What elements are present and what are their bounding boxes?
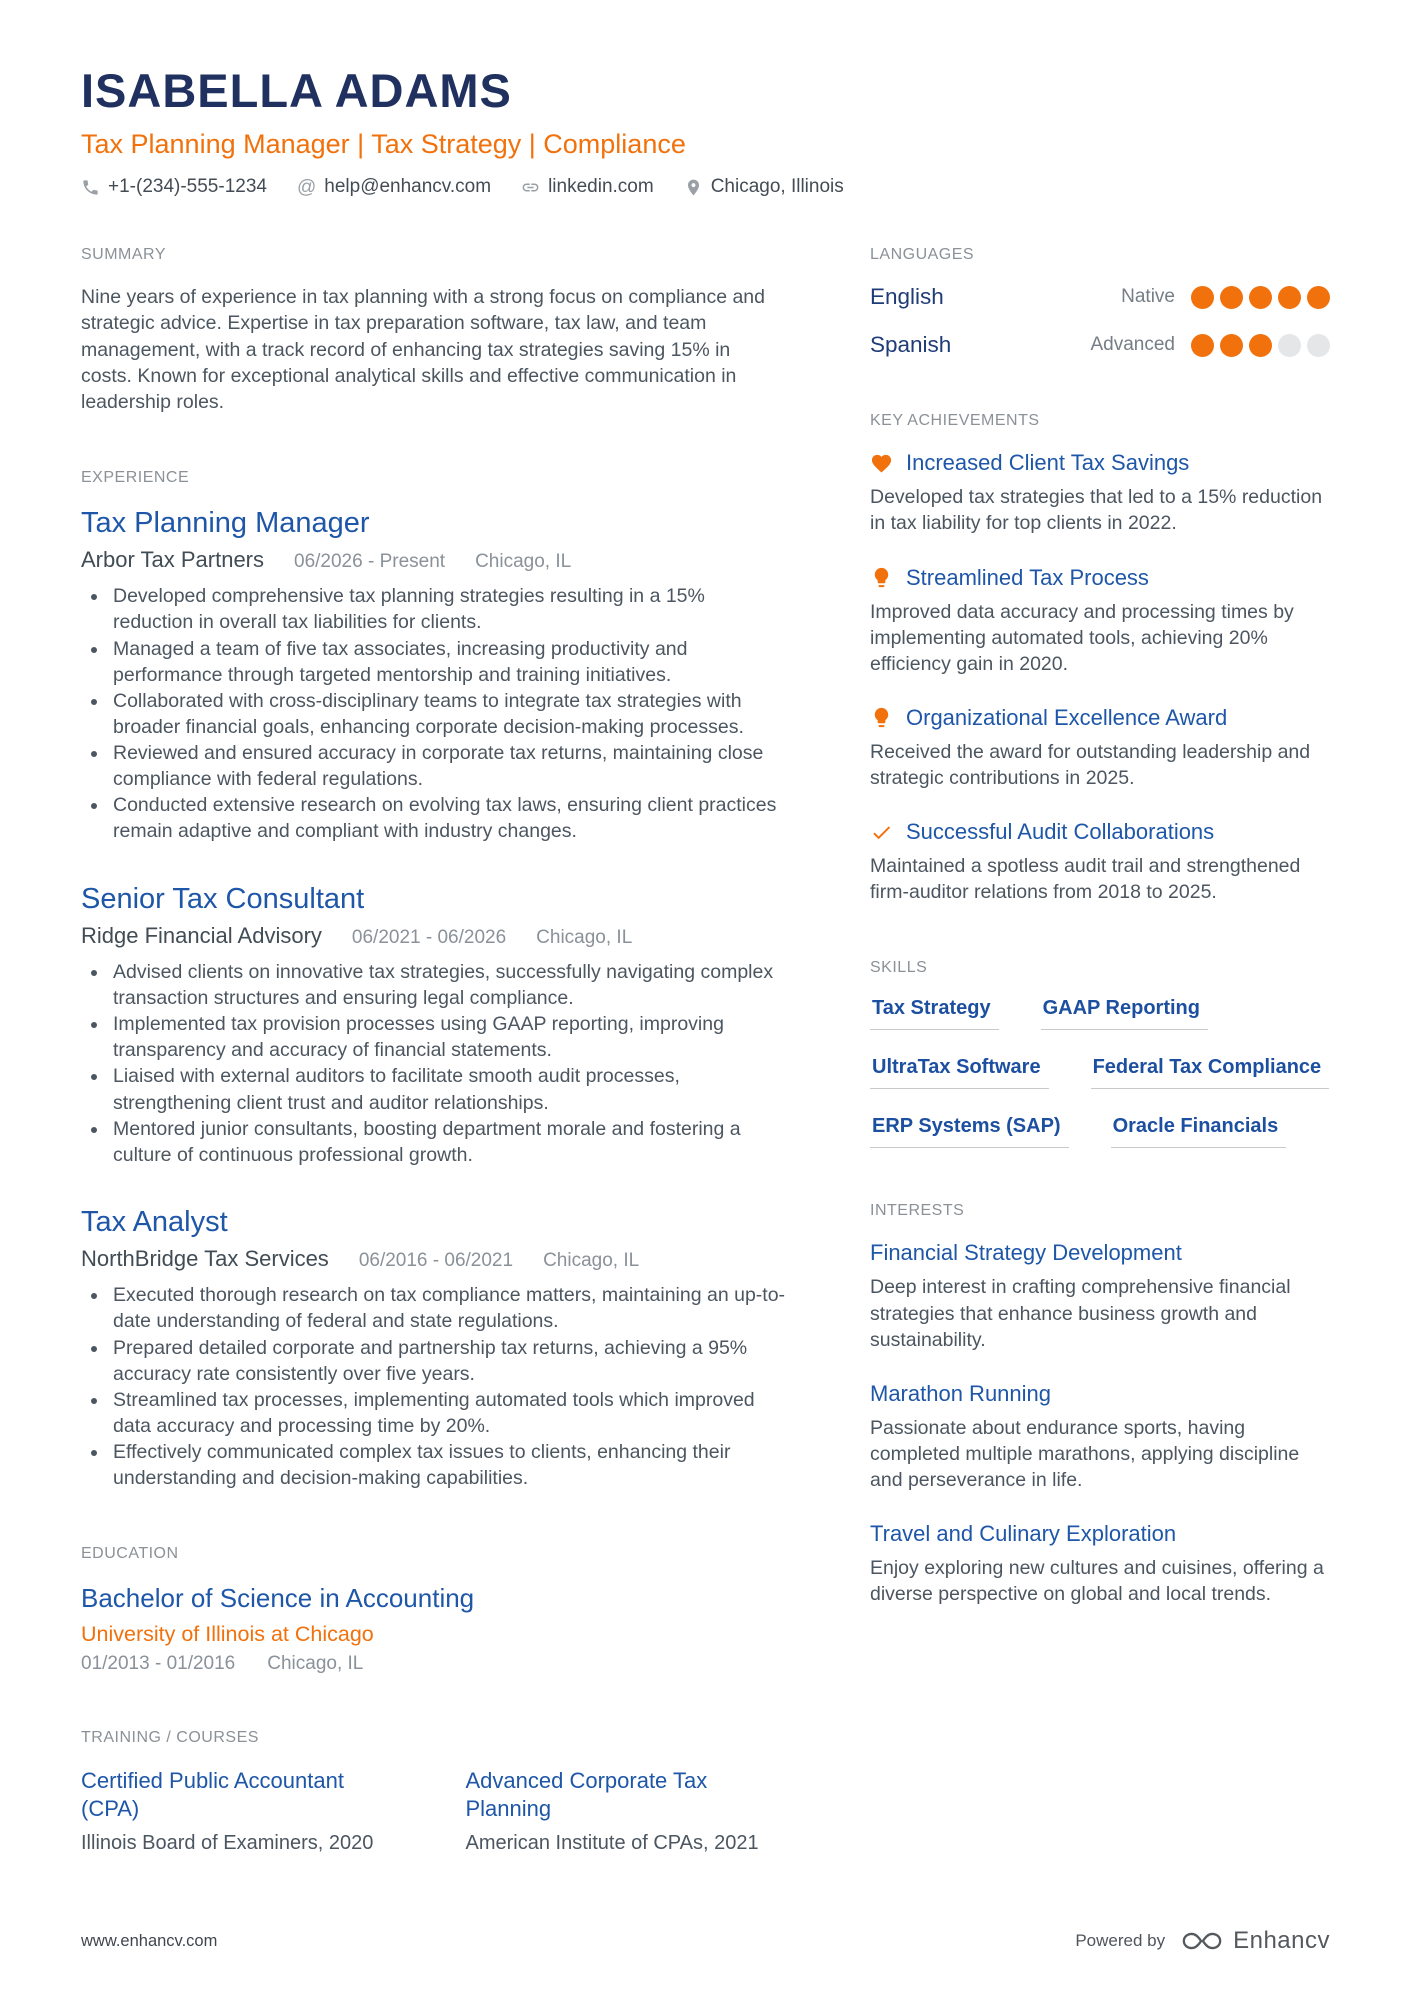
education-section (81, 1545, 786, 1675)
interest-title: Financial Strategy Development (870, 1240, 1182, 1266)
experience-label: EXPERIENCE (81, 468, 190, 486)
courses-row (81, 1767, 786, 1855)
link-icon (521, 178, 540, 197)
location-pin-icon (684, 178, 703, 197)
contact-phone[interactable] (81, 176, 267, 198)
powered-by-group (1075, 1927, 1330, 1955)
achievement-text: Received the award for outstanding leadership and strategic contributions in 2025. (870, 740, 1311, 790)
interest-item (870, 1381, 1330, 1493)
job-dates: 06/2021 - 06/2026 (351, 926, 507, 948)
achievements-section (870, 412, 1330, 905)
skill-item: ERP Systems (SAP) (870, 1115, 1069, 1148)
education-meta (81, 1653, 786, 1675)
proficiency-dot-filled (1220, 286, 1243, 309)
contact-row (81, 176, 1330, 198)
languages-label: LANGUAGES (870, 246, 975, 264)
language-row (870, 284, 1330, 310)
job-bullet: • Mentored junior consultants, boosting department morale and fostering a culture of continuous professional growth. (109, 1116, 786, 1168)
job-bullet: • Developed comprehensive tax planning strategies resulting in a 15% reduction in overall tax liabilities for clients. (109, 583, 786, 635)
skill-item: Oracle Financials (1111, 1115, 1287, 1148)
proficiency-dot-filled (1307, 286, 1330, 309)
contact-location (684, 176, 844, 198)
proficiency-dot-filled (1191, 334, 1214, 357)
job-location: Chicago, IL (475, 551, 572, 573)
achievement-title: Streamlined Tax Process (906, 564, 1149, 590)
experience-entry (81, 1206, 786, 1491)
lightbulb-icon (870, 566, 893, 589)
interest-title: Travel and Culinary Exploration (870, 1521, 1177, 1547)
job-company: Ridge Financial Advisory (81, 922, 322, 948)
course-entry (466, 1767, 787, 1855)
proficiency-dot-filled (1220, 334, 1243, 357)
contact-email[interactable] (297, 176, 491, 198)
job-company: NorthBridge Tax Services (81, 1246, 329, 1272)
job-meta (81, 1246, 786, 1272)
contact-website[interactable] (521, 176, 654, 198)
job-bullet: • Advised clients on innovative tax strategies, successfully navigating complex transaction structures and ensuring legal compliance. (109, 959, 786, 1011)
job-dates: 06/2026 - Present (294, 551, 446, 573)
job-meta (81, 547, 786, 573)
left-column (81, 246, 786, 1855)
skill-item: Federal Tax Compliance (1091, 1056, 1330, 1089)
contact-website-text: linkedin.com (548, 176, 654, 198)
experience-section (81, 469, 786, 1491)
job-bullet: • Implemented tax provision processes using GAAP reporting, improving transparency and accuracy of financial statements. (109, 1011, 786, 1063)
job-bullet: • Effectively communicated complex tax issues to clients, enhancing their understanding and decision-making capabilities. (109, 1439, 786, 1491)
right-column (870, 246, 1330, 1855)
achievement-head (870, 705, 1330, 731)
skill-item: Tax Strategy (870, 997, 999, 1030)
interest-item (870, 1521, 1330, 1607)
experience-entry (81, 507, 786, 845)
checkmark-icon (870, 821, 893, 844)
lightbulb-icon (870, 706, 893, 729)
achievement-title: Increased Client Tax Savings (906, 450, 1190, 476)
course-title: Certified Public Accountant (CPA) (81, 1768, 344, 1821)
achievement-title: Successful Audit Collaborations (906, 819, 1215, 845)
course-entry (81, 1767, 402, 1855)
interest-item (870, 1240, 1330, 1352)
job-bullet: • Collaborated with cross-disciplinary teams to integrate tax strategies with broader financial goals, enhancing corporate decision-making processes. (109, 688, 786, 740)
education-dates: 01/2013 - 01/2016 (81, 1653, 236, 1675)
achievement-item (870, 450, 1330, 536)
contact-phone-text: +1-(234)-555-1234 (108, 176, 267, 198)
proficiency-dot-empty (1307, 334, 1330, 357)
language-row (870, 332, 1330, 358)
content-columns (81, 246, 1330, 1855)
skills-section (870, 959, 1330, 1148)
achievement-item (870, 565, 1330, 677)
achievement-head (870, 819, 1330, 845)
person-job-title: Tax Planning Manager | Tax Strategy | Compliance (81, 129, 686, 160)
achievement-text: Maintained a spotless audit trail and strengthened firm-auditor relations from 2018 to 2025. (870, 855, 1301, 904)
achievement-text: Developed tax strategies that led to a 15% reduction in tax liability for top clients in 2022. (870, 486, 1323, 535)
job-bullet: • Reviewed and ensured accuracy in corporate tax returns, maintaining close compliance with federal regulations. (109, 740, 786, 792)
course-provider: American Institute of CPAs, 2021 (465, 1832, 759, 1855)
proficiency-dot-filled (1191, 286, 1214, 309)
at-icon: @ (296, 176, 317, 198)
experience-entry (81, 883, 786, 1168)
footer-site-link[interactable]: www.enhancv.com (81, 1931, 218, 1950)
achievement-head (870, 450, 1330, 476)
job-bullet: • Streamlined tax processes, implementing automated tools which improved data accuracy and processing time by 20%. (109, 1387, 786, 1439)
job-company: Arbor Tax Partners (81, 547, 265, 573)
contact-email-text: help@enhancv.com (324, 176, 492, 198)
skills-label: SKILLS (870, 959, 928, 977)
job-bullets (109, 959, 786, 1168)
language-level: Native (1121, 286, 1175, 308)
language-proficiency-dots (1191, 334, 1330, 357)
course-title: Advanced Corporate Tax Planning (465, 1768, 708, 1821)
contact-location-text: Chicago, Illinois (710, 176, 844, 198)
phone-icon (81, 178, 100, 197)
job-meta (81, 923, 786, 949)
language-name: English (870, 284, 944, 310)
enhancv-logo-icon (1179, 1928, 1225, 1954)
powered-by-text: Powered by (1075, 1931, 1166, 1950)
skill-item: GAAP Reporting (1041, 997, 1208, 1030)
achievements-label: KEY ACHIEVEMENTS (870, 412, 1040, 430)
job-bullets (109, 1282, 786, 1491)
skill-item: UltraTax Software (870, 1056, 1049, 1089)
job-location: Chicago, IL (543, 1250, 640, 1272)
interest-title: Marathon Running (870, 1380, 1052, 1406)
enhancv-brand[interactable] (1179, 1927, 1330, 1955)
skills-list (870, 997, 1330, 1148)
education-degree: Bachelor of Science in Accounting (81, 1583, 475, 1614)
proficiency-dot-empty (1278, 334, 1301, 357)
person-name: ISABELLA ADAMS (81, 64, 512, 117)
job-title: Senior Tax Consultant (81, 882, 365, 915)
summary-text: Nine years of experience in tax planning with a strong focus on compliance and strategic advice. Expertise in tax preparation software, tax law, and team management, with a track record of enhancing tax strategies saving 15% in costs. Known for exceptional analytical skills and effective communication in leadership roles. (81, 286, 765, 413)
header (81, 66, 1330, 198)
job-bullet: • Conducted extensive research on evolving tax laws, ensuring client practices remain adaptive and compliant with industry changes. (109, 792, 786, 844)
job-dates: 06/2016 - 06/2021 (358, 1250, 514, 1272)
interest-text: Passionate about endurance sports, having completed multiple marathons, applying discipline and perseverance in life. (870, 1416, 1300, 1492)
job-bullets (109, 583, 786, 844)
job-bullet: • Liaised with external auditors to facilitate smooth audit processes, strengthening client trust and auditor relationships. (109, 1063, 786, 1115)
achievement-head (870, 565, 1330, 591)
language-name: Spanish (870, 332, 952, 358)
training-label: TRAINING / COURSES (81, 1729, 259, 1747)
job-bullet: • Executed thorough research on tax compliance matters, maintaining an up-to-date understanding of federal and state regulations. (109, 1282, 786, 1334)
languages-section (870, 246, 1330, 358)
training-section (81, 1729, 786, 1855)
language-proficiency-dots (1191, 286, 1330, 309)
job-title: Tax Analyst (81, 1205, 228, 1238)
proficiency-dot-filled (1249, 286, 1272, 309)
language-level: Advanced (1090, 334, 1175, 356)
heart-icon (870, 452, 893, 475)
job-title: Tax Planning Manager (81, 506, 370, 539)
job-bullet: • Prepared detailed corporate and partnership tax returns, achieving a 95% accuracy rate consistently over five years. (109, 1335, 786, 1387)
education-label: EDUCATION (81, 1545, 179, 1563)
interest-text: Enjoy exploring new cultures and cuisines, offering a diverse perspective on global and local trends. (870, 1557, 1324, 1606)
interests-section (870, 1202, 1330, 1607)
proficiency-dot-filled (1249, 334, 1272, 357)
footer (81, 1927, 1330, 1955)
job-bullet: • Managed a team of five tax associates, increasing productivity and performance through targeted mentorship and training initiatives. (109, 636, 786, 688)
education-school: University of Illinois at Chicago (81, 1622, 374, 1647)
achievement-item (870, 705, 1330, 791)
summary-label: SUMMARY (81, 246, 166, 264)
achievement-text: Improved data accuracy and processing times by implementing automated tools, achieving 20% efficiency gain in 2020. (870, 600, 1294, 675)
summary-section (81, 246, 786, 415)
interest-text: Deep interest in crafting comprehensive financial strategies that enhance business growth and sustainability. (870, 1276, 1291, 1351)
job-location: Chicago, IL (536, 926, 633, 948)
interests-label: INTERESTS (870, 1202, 965, 1220)
education-location: Chicago, IL (267, 1653, 364, 1675)
course-provider: Illinois Board of Examiners, 2020 (81, 1832, 374, 1855)
achievement-item (870, 819, 1330, 905)
enhancv-brand-name: Enhancv (1233, 1927, 1330, 1954)
achievement-title: Organizational Excellence Award (906, 704, 1228, 730)
proficiency-dot-filled (1278, 286, 1301, 309)
